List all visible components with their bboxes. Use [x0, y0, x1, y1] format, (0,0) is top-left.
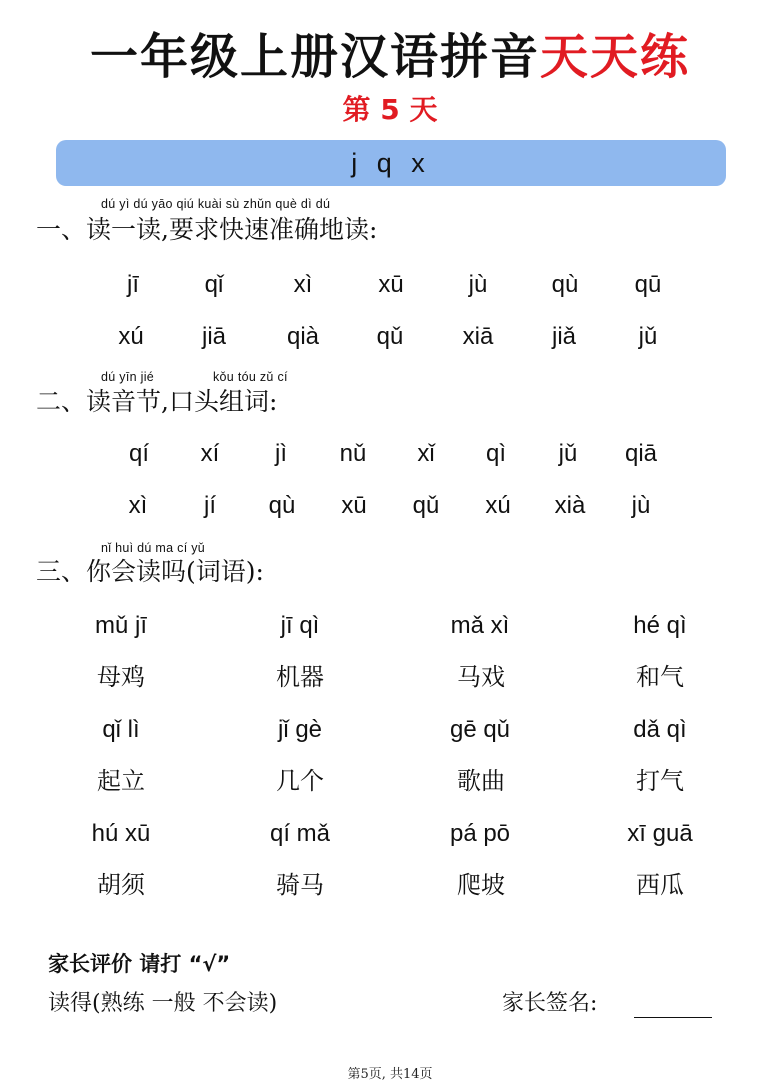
syllable: xú	[118, 323, 144, 350]
reading-level-options: 读得(熟练 一般 不会读)	[48, 991, 278, 1016]
section3-hanzi-row-1	[0, 660, 780, 694]
section3-heading: 三、你会读吗(词语):	[36, 557, 264, 586]
syllable: jǔ	[638, 323, 658, 350]
syllable: xì	[293, 271, 313, 298]
section3-hanzi-row-2	[0, 764, 780, 798]
word-hanzi: 骑马	[276, 871, 324, 899]
section2-pinyin-hint-b: kǒu tóu zǔ cí	[213, 370, 288, 384]
syllable: xū	[378, 271, 404, 298]
section3-pinyin-row-3	[0, 817, 780, 851]
word-hanzi: 马戏	[457, 663, 505, 691]
word-pinyin: qí mǎ	[269, 820, 331, 847]
topic-banner: j q x	[56, 140, 726, 186]
section3-pinyin-row-1	[0, 609, 780, 643]
word-hanzi: 西瓜	[636, 871, 684, 899]
syllable: xǐ	[417, 440, 435, 467]
check-mark: “√”	[188, 952, 231, 976]
section2-row-2	[0, 489, 780, 523]
syllable: xí	[200, 440, 220, 467]
title-main: 一年级上册汉语拼音	[89, 29, 540, 85]
word-hanzi: 几个	[276, 767, 324, 795]
word-pinyin: hú xū	[91, 820, 151, 847]
syllable: jí	[204, 492, 216, 519]
syllable: qià	[286, 323, 320, 350]
section1-row-2	[0, 320, 780, 354]
section2-heading: 二、读音节,口头组词:	[36, 387, 278, 416]
section2-row-1	[0, 437, 780, 471]
syllable: qǔ	[412, 492, 440, 519]
page-number: 第5页, 共14页	[347, 1067, 433, 1082]
syllable: jī	[127, 271, 139, 298]
word-pinyin: mǔ jī	[94, 612, 148, 639]
syllable: xiā	[462, 323, 494, 350]
section3-pinyin-row-2	[0, 713, 780, 747]
word-pinyin: gē qǔ	[449, 716, 511, 743]
syllable: jù	[468, 271, 488, 298]
word-pinyin: pá pō	[449, 820, 511, 847]
word-hanzi: 歌曲	[457, 767, 505, 795]
syllable: nǔ	[339, 440, 367, 467]
syllable: qū	[634, 271, 662, 298]
word-hanzi: 母鸡	[97, 663, 145, 691]
word-pinyin: xī guā	[627, 820, 693, 847]
day-label: 第 5 天	[342, 93, 438, 126]
syllable: xú	[485, 492, 511, 519]
syllable: jiā	[201, 323, 227, 350]
section1-row-1	[0, 268, 780, 302]
page-title	[0, 22, 780, 92]
word-pinyin: qǐ lì	[102, 716, 140, 743]
syllable: qì	[485, 440, 507, 467]
word-pinyin: jǐ gè	[277, 716, 323, 743]
syllable: qù	[551, 271, 579, 298]
section1-heading: 一、读一读,要求快速准确地读:	[36, 215, 378, 244]
word-hanzi: 机器	[276, 663, 324, 691]
signature-line[interactable]	[634, 1017, 712, 1018]
word-hanzi: 打气	[636, 767, 684, 795]
word-hanzi: 和气	[636, 663, 684, 691]
word-hanzi: 爬坡	[457, 871, 505, 899]
word-pinyin: mǎ xì	[450, 612, 510, 639]
syllable: qù	[268, 492, 296, 519]
parent-evaluation-title	[48, 948, 230, 980]
word-hanzi: 起立	[97, 767, 145, 795]
evaluation-label: 家长评价 请打	[48, 952, 182, 976]
word-hanzi: 胡须	[97, 871, 145, 899]
syllable: qiā	[624, 440, 658, 467]
syllable: qí	[128, 440, 150, 467]
syllable: xū	[341, 492, 367, 519]
syllable: jǔ	[558, 440, 578, 467]
section3-hanzi-row-3	[0, 868, 780, 902]
signature-label: 家长签名:	[502, 991, 598, 1016]
syllable: jì	[275, 440, 287, 467]
section1-pinyin-hint: dú yì dú yāo qiú kuài sù zhǔn què dì dú	[101, 197, 331, 211]
word-pinyin: jī qì	[280, 612, 320, 639]
syllable: jiǎ	[551, 323, 577, 350]
section3-pinyin-hint: nǐ huì dú ma cí yǔ	[101, 541, 206, 555]
section2-pinyin-hint-a: dú yīn jié	[101, 370, 155, 384]
syllable: qǔ	[376, 323, 404, 350]
syllable: qǐ	[204, 271, 224, 298]
syllable: jù	[631, 492, 651, 519]
title-highlight: 天天练	[540, 29, 691, 85]
word-pinyin: dǎ qì	[633, 716, 687, 743]
word-pinyin: hé qì	[633, 612, 687, 639]
syllable: xì	[128, 492, 148, 519]
syllable: xià	[554, 492, 586, 519]
